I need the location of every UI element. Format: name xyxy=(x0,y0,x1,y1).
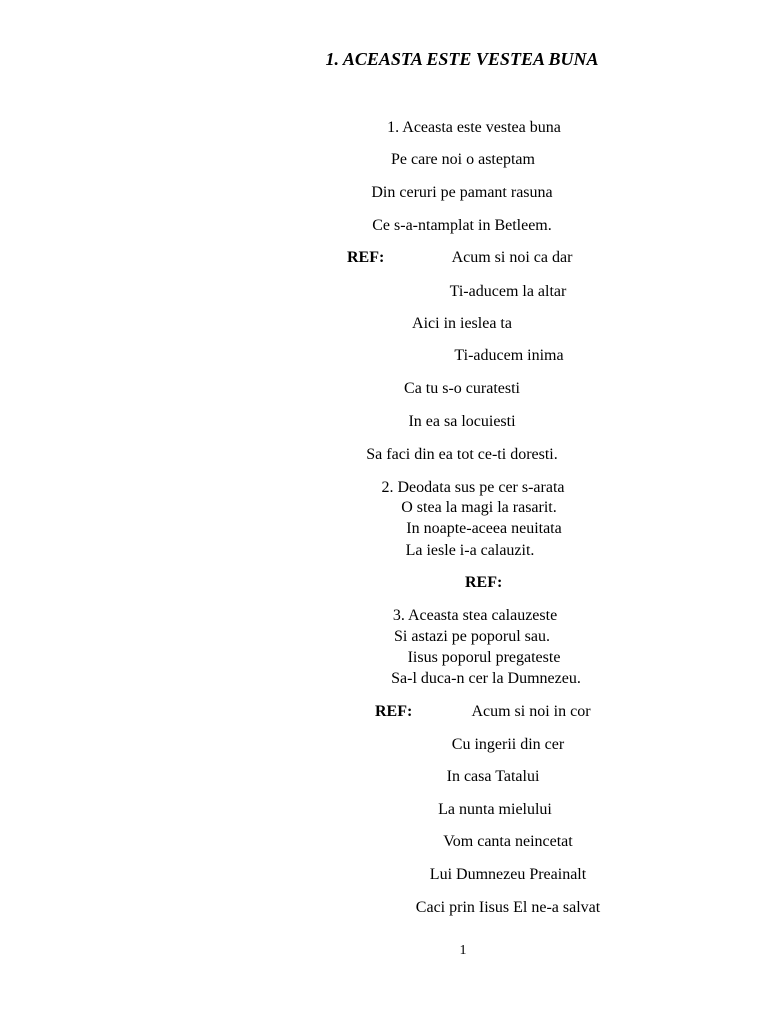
refrain-label: REF: xyxy=(347,249,385,266)
refrain-2-line-5: Vom canta neincetat xyxy=(443,833,573,850)
refrain-2-line-7: Caci prin Iisus El ne-a salvat xyxy=(415,899,601,916)
verse-3-line-2: Si astazi pe poporul sau. xyxy=(394,628,550,645)
refrain-short-label: REF: xyxy=(465,574,503,591)
verse-1-line-2: Pe care noi o asteptam xyxy=(391,151,535,168)
refrain-2-line-2: Cu ingerii din cer xyxy=(451,736,565,753)
refrain-1-line-5: Ca tu s-o curatesti xyxy=(404,380,520,397)
verse-2-line-3: In noapte-aceea neuitata xyxy=(406,520,562,537)
verse-3-line-1: 3. Aceasta stea calauzeste xyxy=(392,607,558,624)
verse-1-line-3: Din ceruri pe pamant rasuna xyxy=(371,184,553,201)
refrain-2-label: REF: xyxy=(375,703,413,720)
refrain-1-line-6: In ea sa locuiesti xyxy=(408,413,516,430)
refrain-2-line-1: Acum si noi in cor xyxy=(471,703,591,720)
refrain-1-line-4: Ti-aducem inima xyxy=(454,347,564,364)
refrain-1-line-1: Acum si noi ca dar xyxy=(451,249,573,266)
verse-2-line-2: O stea la magi la rasarit. xyxy=(401,499,557,516)
refrain-1-line-7: Sa faci din ea tot ce-ti doresti. xyxy=(366,446,558,463)
verse-3-line-3: Iisus poporul pregateste xyxy=(407,649,561,666)
song-title: 1. ACEASTA ESTE VESTEA BUNA xyxy=(325,49,599,69)
refrain-2-line-6: Lui Dumnezeu Preainalt xyxy=(429,866,587,883)
verse-2-line-4: La iesle i-a calauzit. xyxy=(405,542,535,559)
verse-3-line-4: Sa-l duca-n cer la Dumnezeu. xyxy=(391,670,581,687)
verse-1-line-1: 1. Aceasta este vestea buna xyxy=(387,119,561,136)
verse-1-line-4: Ce s-a-ntamplat in Betleem. xyxy=(372,217,552,234)
refrain-1-line-3: Aici in ieslea ta xyxy=(412,315,512,332)
verse-2-line-1: 2. Deodata sus pe cer s-arata xyxy=(381,479,565,496)
refrain-2-line-4: La nunta mielului xyxy=(438,801,552,818)
refrain-2-line-3: In casa Tatalui xyxy=(446,768,540,785)
page-number: 1 xyxy=(459,943,467,958)
refrain-1-line-2: Ti-aducem la altar xyxy=(449,283,567,300)
